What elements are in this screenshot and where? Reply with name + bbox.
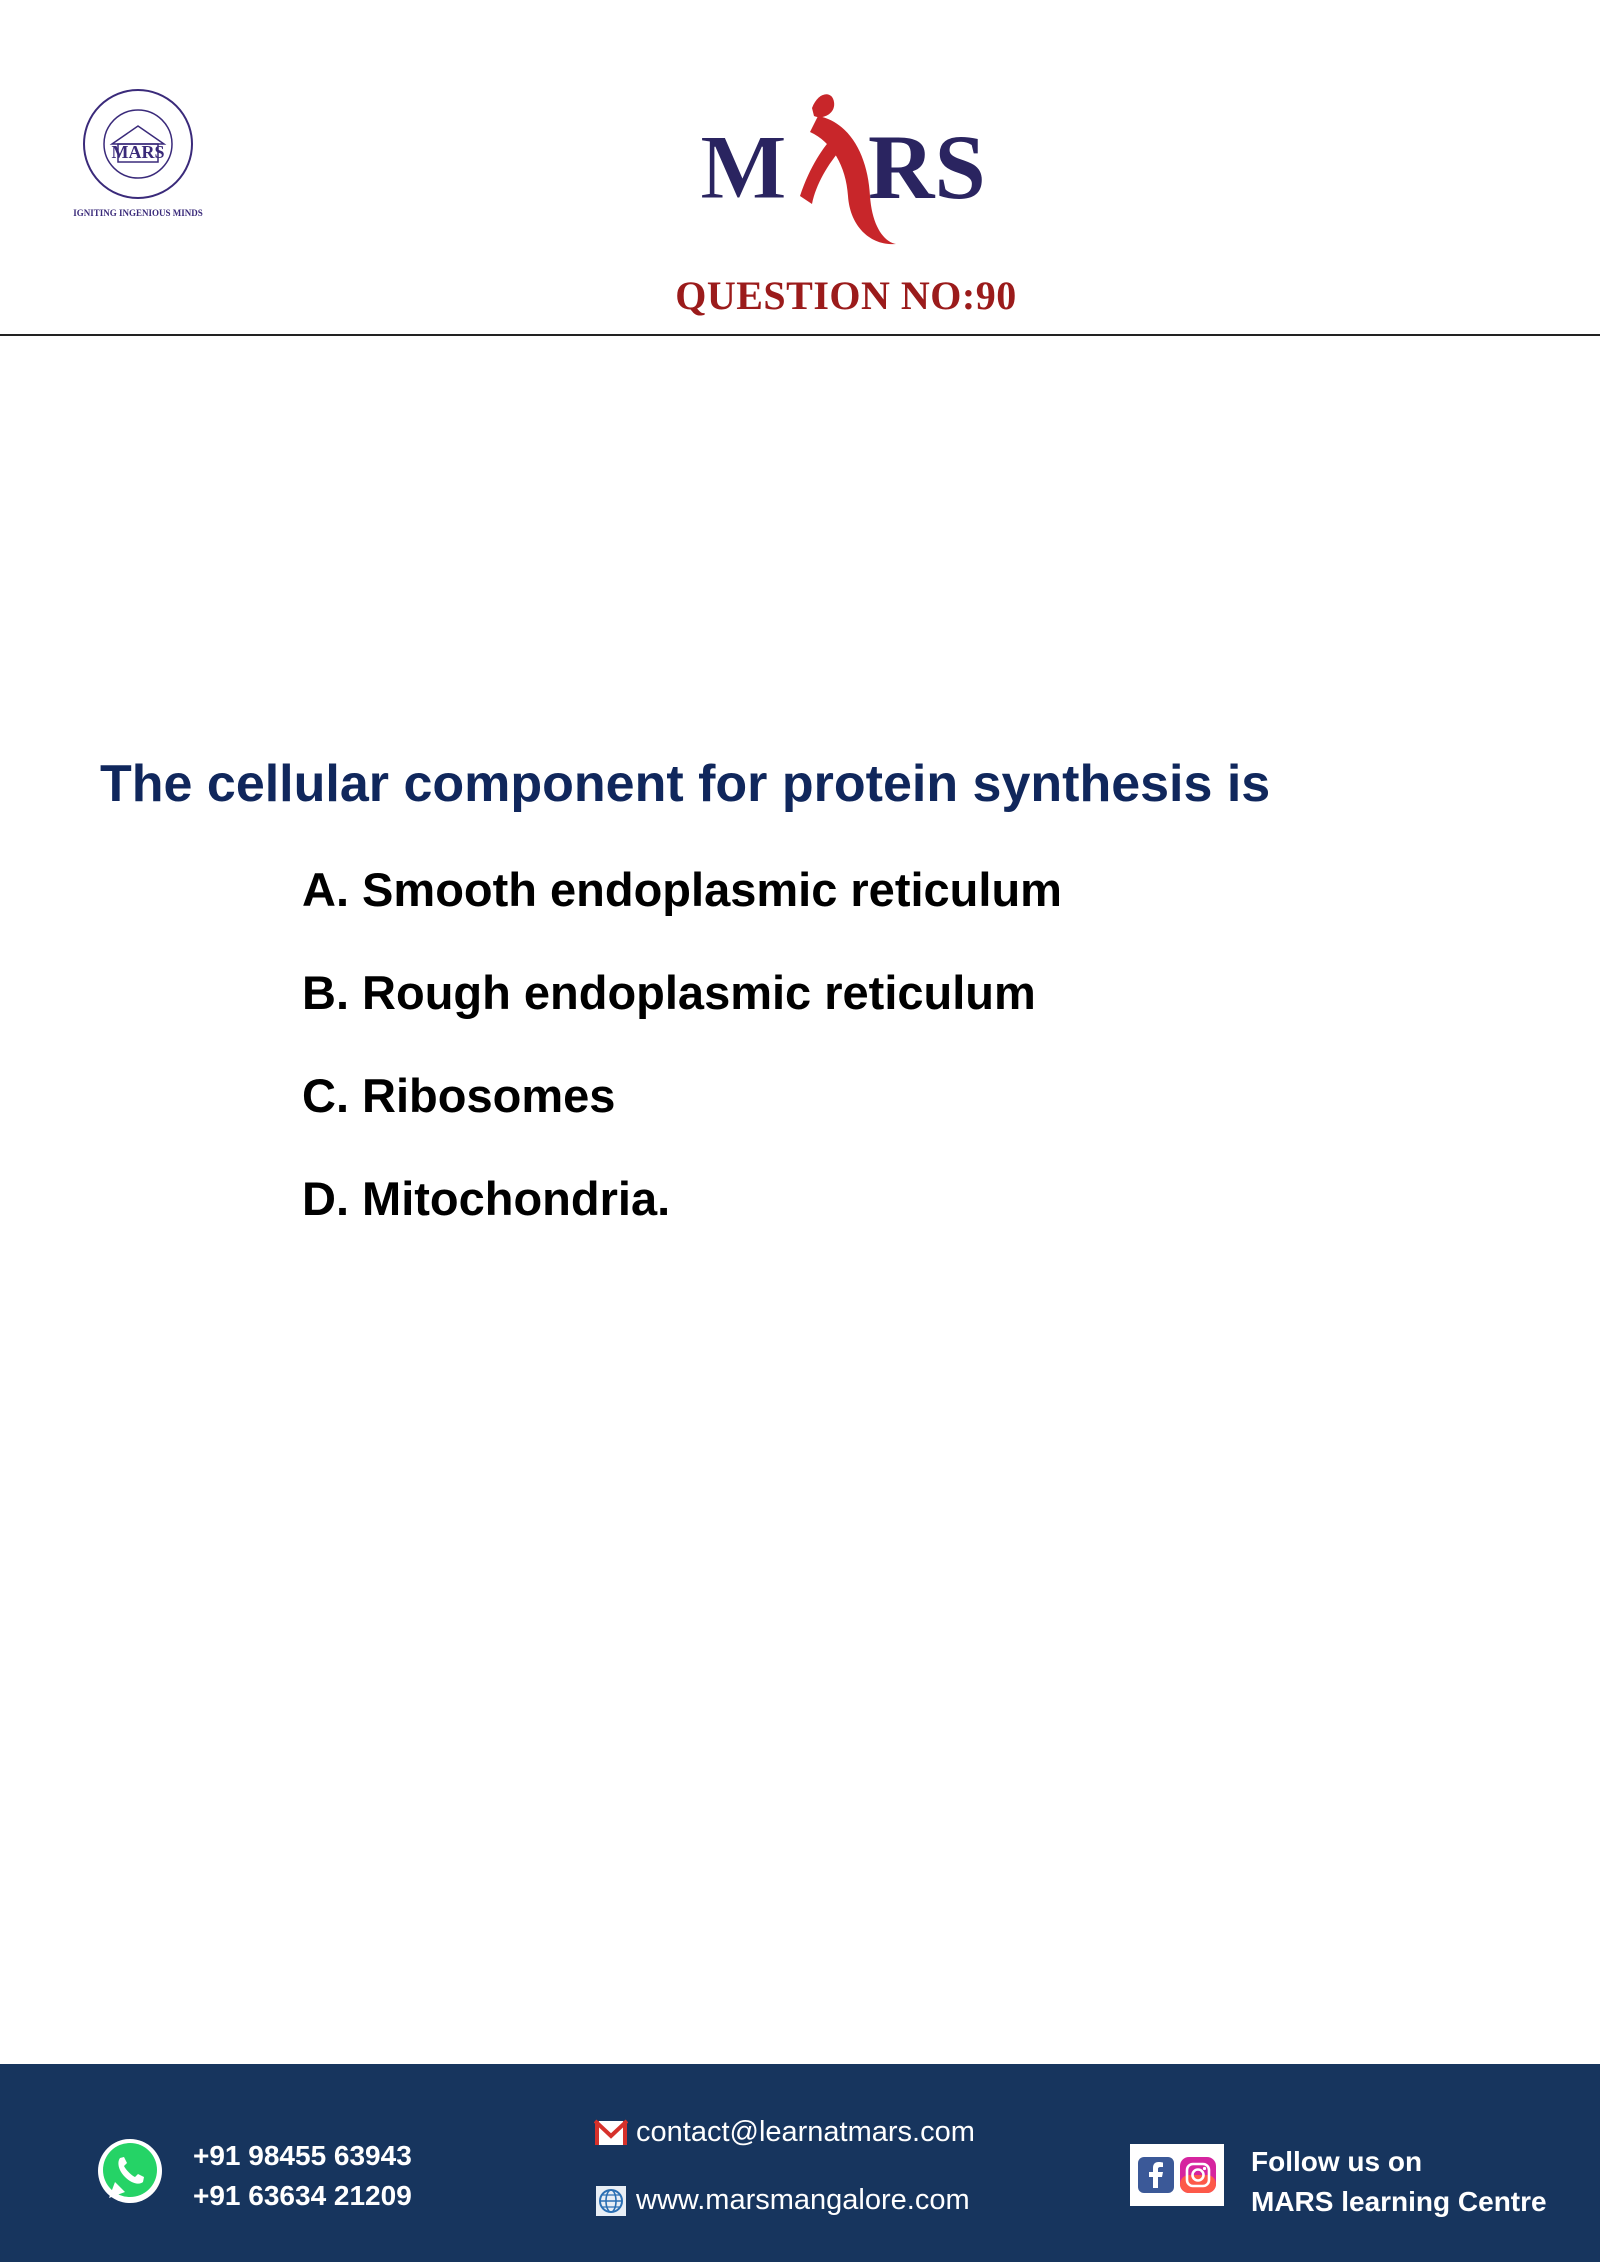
social-icons[interactable]: [1130, 2144, 1224, 2206]
question-text: The cellular component for protein synthesis is: [100, 755, 1271, 813]
option-c: C. Ribosomes: [302, 1069, 616, 1122]
answer-options: [302, 862, 1062, 1274]
instagram-icon[interactable]: [1179, 2156, 1217, 2194]
seal-tagline: IGNITING INGENIOUS MINDS: [73, 208, 203, 218]
option-a: A. Smooth endoplasmic reticulum: [302, 863, 1062, 916]
website-url[interactable]: www.marsmangalore.com: [636, 2184, 970, 2216]
email-contact[interactable]: [594, 2116, 975, 2149]
page-header: [0, 0, 1600, 336]
website-contact[interactable]: [594, 2184, 970, 2217]
seal-center-text: MARS: [111, 142, 165, 162]
svg-text:M: M: [700, 116, 787, 218]
email-address[interactable]: contact@learnatmars.com: [636, 2116, 975, 2148]
phone-number-1: +91 98455 63943: [193, 2140, 412, 2171]
academy-seal-logo: [68, 82, 218, 222]
follow-line-1: Follow us on: [1251, 2146, 1423, 2177]
globe-icon: [594, 2186, 628, 2216]
email-icon: [594, 2118, 628, 2148]
mars-logo: [700, 86, 1030, 246]
svg-text:RS: RS: [868, 116, 986, 218]
question-number: QUESTION NO:90: [675, 273, 1017, 318]
whatsapp-icon: [95, 2136, 165, 2206]
page-footer: [0, 2064, 1600, 2262]
follow-us-text: [1251, 2142, 1547, 2222]
phone-number-2: +91 63634 21209: [193, 2180, 412, 2211]
header-divider: [0, 334, 1600, 336]
facebook-icon[interactable]: [1137, 2156, 1175, 2194]
option-d: D. Mitochondria.: [302, 1172, 671, 1225]
follow-line-2: MARS learning Centre: [1251, 2186, 1547, 2217]
phone-numbers: [193, 2136, 412, 2216]
option-b: B. Rough endoplasmic reticulum: [302, 966, 1036, 1019]
